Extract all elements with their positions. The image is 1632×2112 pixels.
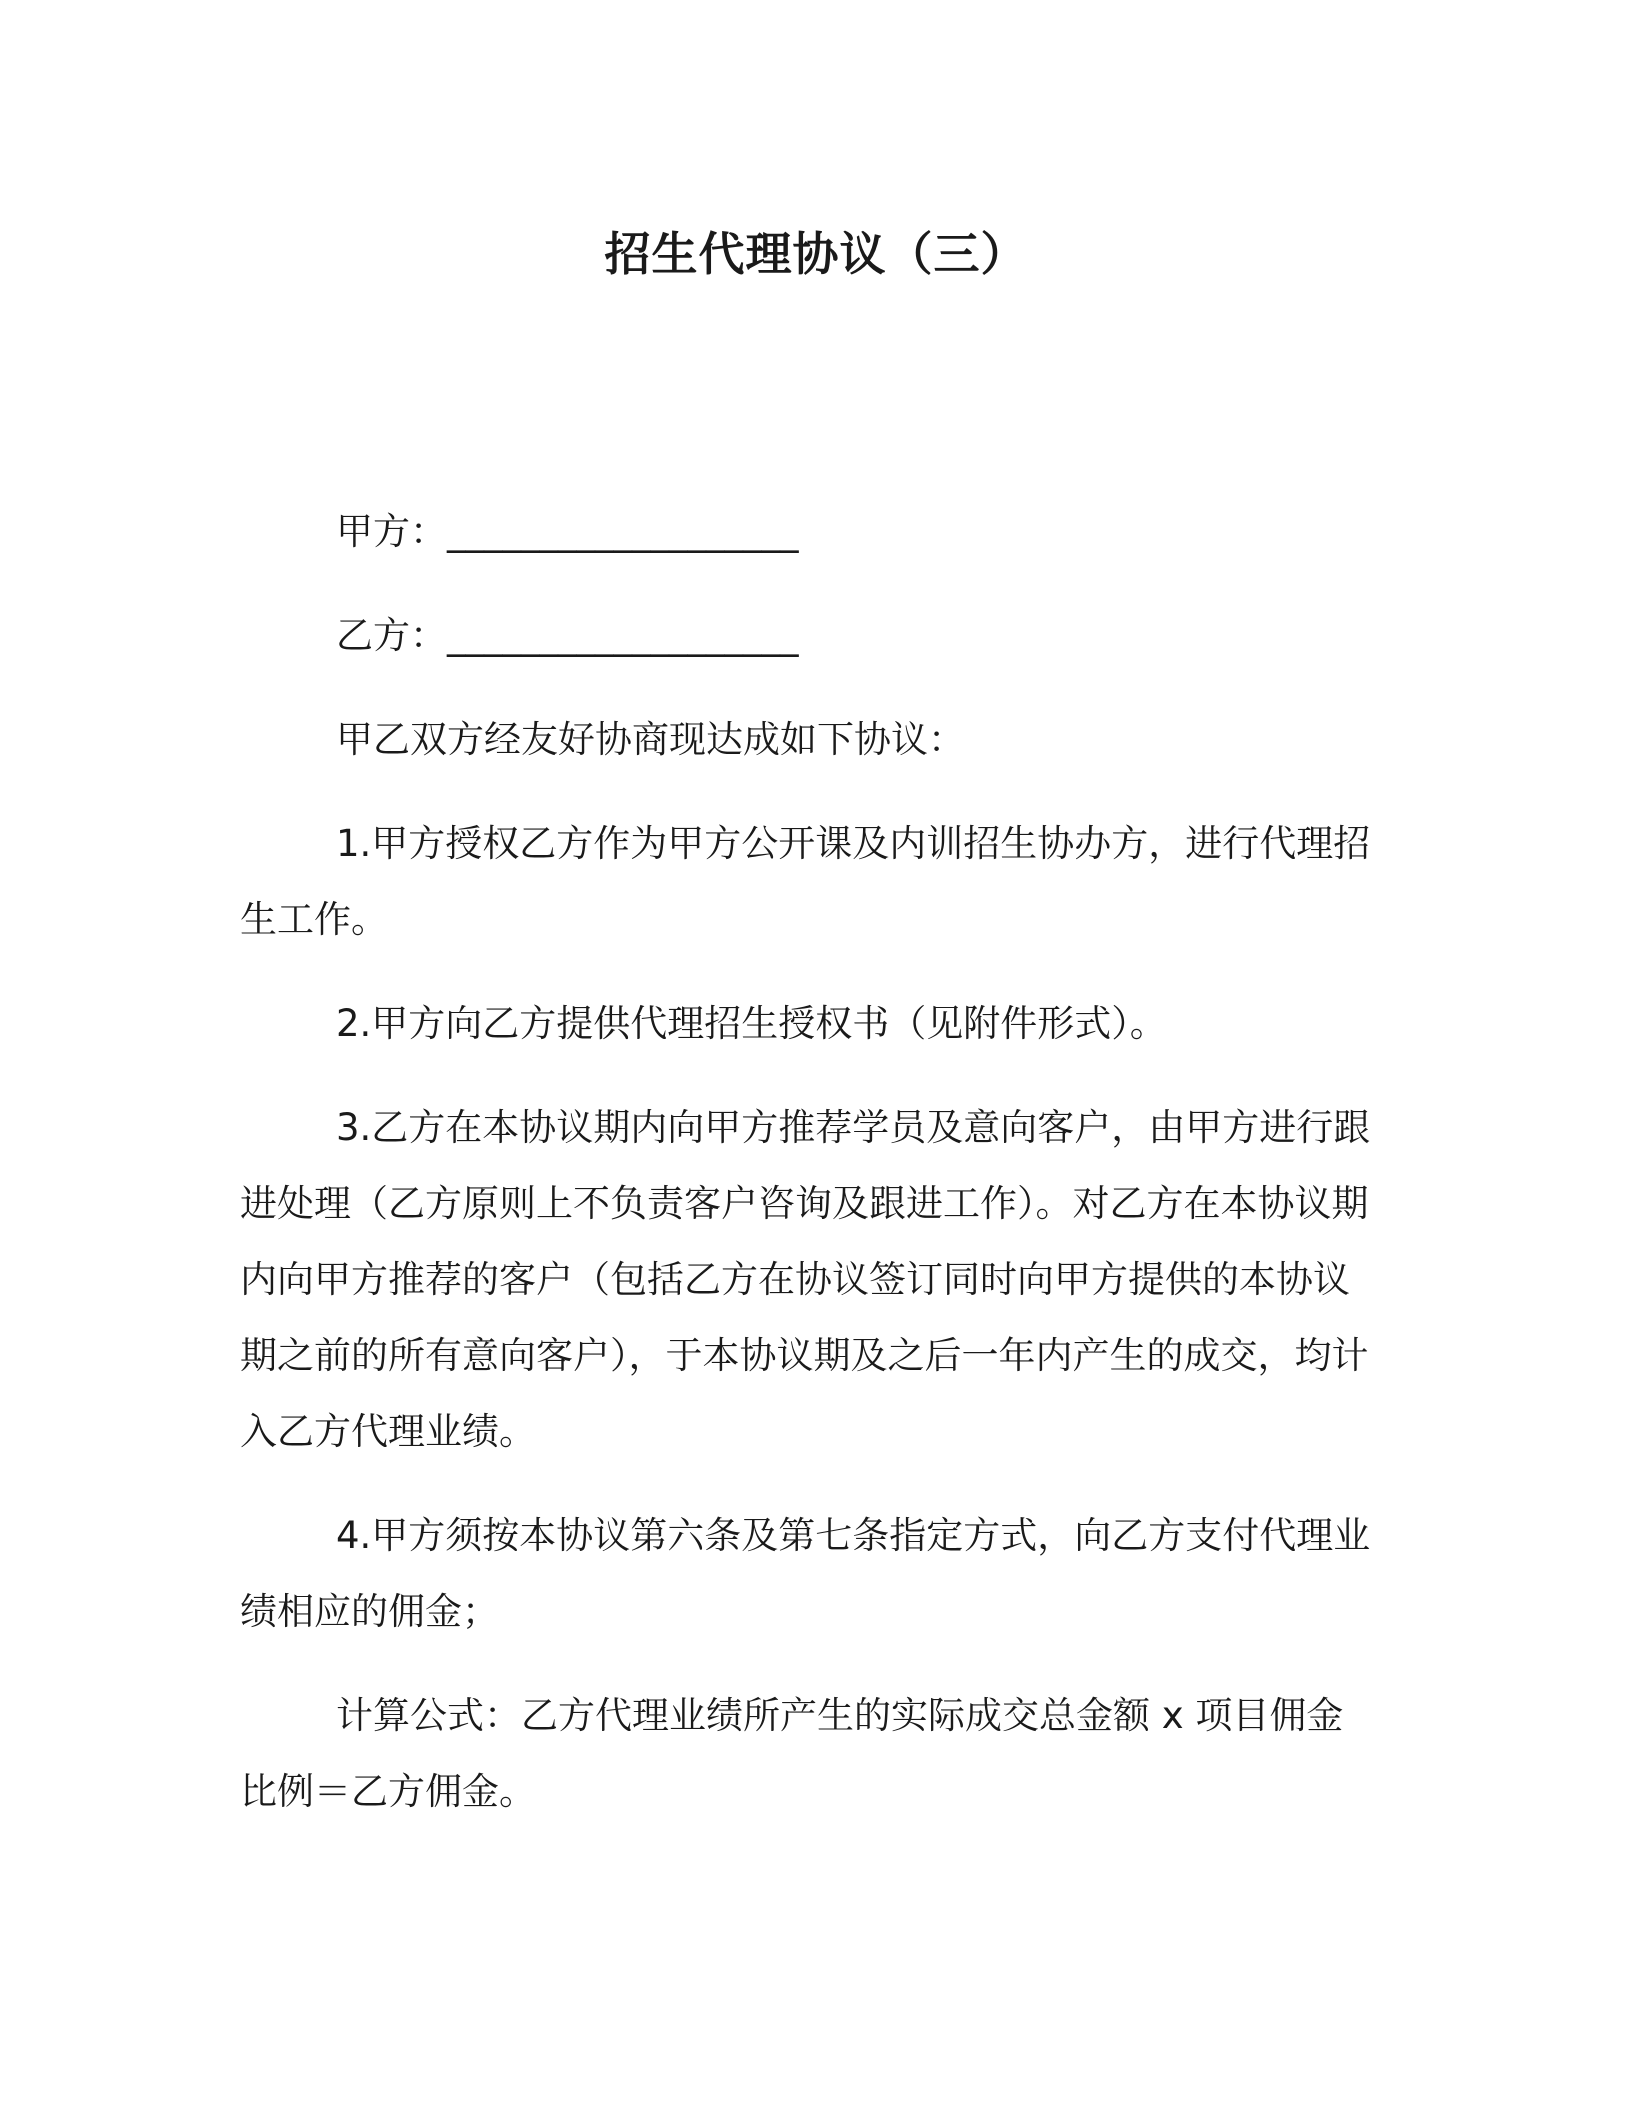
- party-a-blank: ___________________: [447, 510, 799, 553]
- clause-2: 2.甲方向乙方提供代理招生授权书（见附件形式）。: [336, 1002, 1167, 1045]
- spacer: [240, 1062, 1380, 1090]
- spacer: [240, 1470, 1380, 1498]
- spacer: [240, 570, 1380, 598]
- intro-paragraph: 甲乙双方经友好协商现达成如下协议：: [336, 718, 965, 761]
- party-b-blank: ___________________: [447, 614, 799, 657]
- clause-4: 4.甲方须按本协议第六条及第七条指定方式，向乙方支付代理业绩相应的佣金；: [240, 1514, 1371, 1633]
- party-b-label: 乙方：: [336, 614, 447, 657]
- party-b-line: [240, 598, 1380, 674]
- clause-3: 3.乙方在本协议期内向甲方推荐学员及意向客户，由甲方进行跟进处理（乙方原则上不负责客户咨询及跟进工作）。对乙方在本协议期内向甲方推荐的客户（包括乙方在协议签订同时向甲方提供的本协议期之前的所有意向客户），于本协议期及之后一年内产生的成交，均计入乙方代理业绩。: [240, 1106, 1371, 1453]
- formula-paragraph: 计算公式：乙方代理业绩所产生的实际成交总金额 x 项目佣金比例＝乙方佣金。: [240, 1694, 1344, 1813]
- spacer: [240, 1650, 1380, 1678]
- clause-1: 1.甲方授权乙方作为甲方公开课及内训招生协办方，进行代理招生工作。: [240, 822, 1371, 941]
- document-title: 招生代理协议（三）: [604, 227, 1028, 281]
- party-a-label: 甲方：: [336, 510, 447, 553]
- spacer: [240, 674, 1380, 702]
- party-a-line: [240, 494, 1380, 570]
- document-body: [240, 494, 1380, 1830]
- spacer: [240, 778, 1380, 806]
- spacer: [240, 958, 1380, 986]
